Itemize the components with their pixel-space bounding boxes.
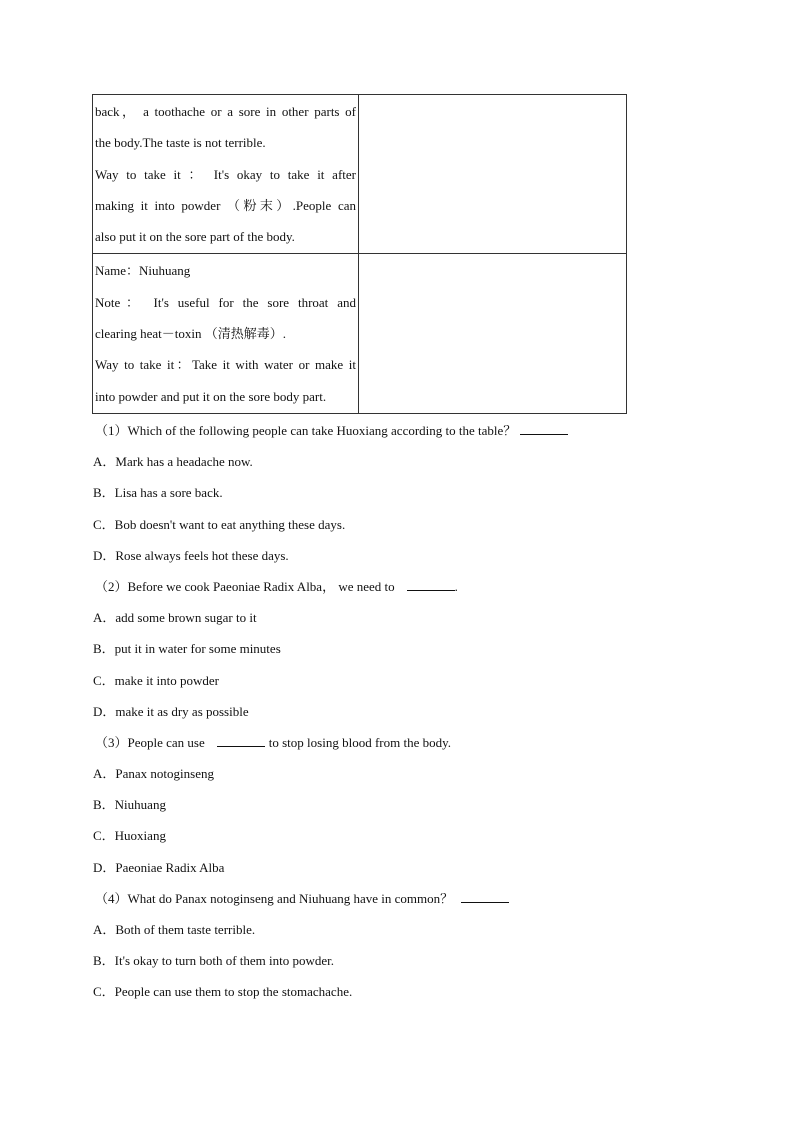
table-text-line: Way to take it ： It's okay to take it after bbox=[95, 166, 356, 182]
answer-option: C．Bob doesn't want to eat anything these days. bbox=[93, 516, 346, 532]
table-text-line: also put it on the sore part of the body. bbox=[95, 229, 295, 245]
answer-option: D．Paeoniae Radix Alba bbox=[93, 859, 225, 875]
answer-option: C．People can use them to stop the stomachache. bbox=[93, 984, 353, 1000]
answer-blank bbox=[407, 578, 455, 591]
answer-option: B．Niuhuang bbox=[93, 797, 166, 813]
table-cell-empty bbox=[359, 254, 627, 413]
question-stem bbox=[93, 576, 653, 607]
table-text-line: into powder and put it on the sore body part. bbox=[95, 388, 327, 404]
question-text: （4）What do Panax notoginseng and Niuhuang have in common？ bbox=[95, 890, 454, 906]
table-cell-description bbox=[93, 95, 359, 254]
question-stem bbox=[93, 420, 653, 451]
table-cell-empty bbox=[359, 95, 627, 254]
answer-option: B．Lisa has a sore back. bbox=[93, 485, 223, 501]
answer-option: A．Mark has a headache now. bbox=[93, 454, 253, 470]
answer-option: B．It's okay to turn both of them into powder. bbox=[93, 953, 335, 969]
answer-option: B．put it in water for some minutes bbox=[93, 641, 281, 657]
question-text: （3）People can use bbox=[95, 734, 205, 750]
answer-option: C．make it into powder bbox=[93, 672, 220, 688]
question-text: （2）Before we cook Paeoniae Radix Alba， we need to bbox=[95, 578, 395, 594]
table-text-line: Name：Niuhuang bbox=[95, 263, 191, 279]
answer-option: D．Rose always feels hot these days. bbox=[93, 547, 289, 563]
question-text-after: to stop losing blood from the body. bbox=[268, 734, 452, 750]
table-text-line: Way to take it：Take it with water or make it bbox=[95, 357, 356, 373]
table-text-line: Note： It's useful for the sore throat and bbox=[95, 294, 356, 310]
table-text-line: making it into powder （粉末）.People can bbox=[95, 197, 356, 213]
answer-blank bbox=[461, 890, 509, 903]
table-text-line: the body.The taste is not terrible. bbox=[95, 135, 266, 151]
medicine-table bbox=[92, 94, 627, 414]
table-row bbox=[93, 95, 627, 254]
table-text-line: clearing heat－toxin （清热解毒）. bbox=[95, 326, 286, 342]
question-stem bbox=[93, 732, 653, 763]
answer-option: C．Huoxiang bbox=[93, 828, 166, 844]
answer-option: D．make it as dry as possible bbox=[93, 703, 249, 719]
answer-blank bbox=[520, 422, 568, 435]
question-stem bbox=[93, 888, 653, 919]
table-row bbox=[93, 254, 627, 413]
table-text-line: back， a toothache or a sore in other parts of bbox=[95, 104, 356, 119]
answer-option: A．Both of them taste terrible. bbox=[93, 922, 256, 937]
table-cell-description bbox=[93, 254, 359, 413]
question-text: （1）Which of the following people can take Huoxiang according to the table？ bbox=[95, 423, 517, 438]
answer-option: A．Panax notoginseng bbox=[93, 766, 214, 782]
question-text-after: . bbox=[454, 578, 458, 594]
questions-section bbox=[93, 420, 653, 1013]
answer-blank bbox=[217, 734, 265, 747]
answer-option: A．add some brown sugar to it bbox=[93, 610, 257, 626]
